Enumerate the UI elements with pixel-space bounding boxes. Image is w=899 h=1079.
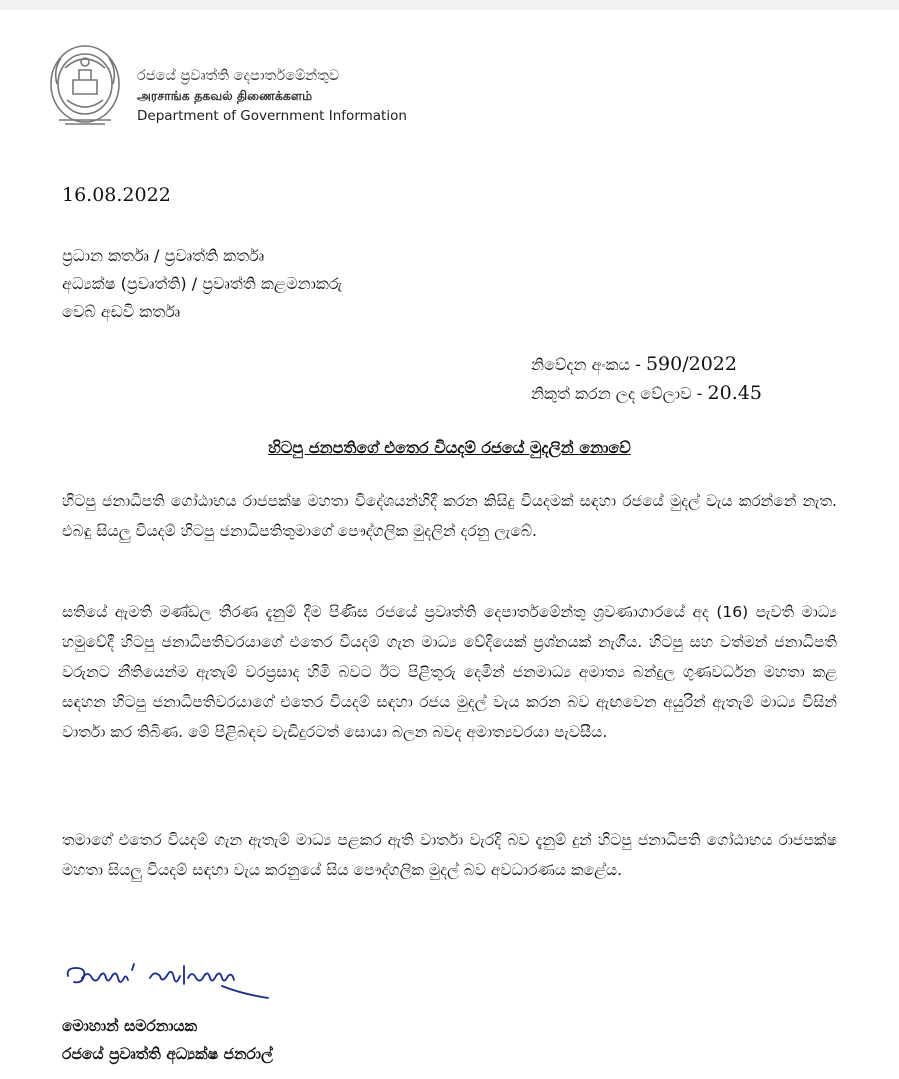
recipient-line: ප්‍රධාන කර්තෘ / ප්‍රවෘත්ති කර්තෘ [62, 246, 265, 265]
release-date: 16.08.2022 [62, 184, 171, 206]
release-meta [531, 350, 762, 408]
release-number-label: නිවේදන අංකය - [531, 355, 646, 374]
release-number: 590/2022 [645, 353, 737, 375]
recipient-line: අධ්‍යක්ෂ (ප්‍රවෘත්ති) / ප්‍රවෘත්ති කළමනාකරු [62, 274, 343, 293]
paragraph: හිටපු ජනාධිපති ගෝඨාභය රාජපක්ෂ මහතා විදේශයන්හිදී කරන කිසිදු වියදමක් සඳහා රජයේ මුදල් වැය කරන්නේ නැත. එබඳු සියලු වියදම් හිටපු ජනාධිපතිතුමාගේ පෞද්ගලික මුදලින් දරනු ලැබේ. [62, 492, 837, 540]
headline-text: හිටපු ජනපතිගේ එතෙර වියදම් රජයේ මුදලින් නොවේ [268, 438, 631, 457]
release-time-line [531, 379, 762, 408]
paragraph: සතියේ ඇමති මණ්ඩල තීරණ දැනුම් දීම පිණිස රජයේ ප්‍රවෘත්ති දෙපාර්තමේන්තු ශ්‍රවණාගාරයේ අද (16) පැවති මාධ්‍ය හමුවේදී හිටපු ජනාධිපතිවරයාගේ එතෙර වියදම් ගැන මාධ්‍ය වේදියෙක් ප්‍රශ්නයක් නැගීය. හිටපු සහ වත්මන් ජනාධිපති වරුනට නීතියෙන්ම ඇතැම් වරප්‍රසාද හිමි බවට ඊට පිළිතුරු දෙමින් ජනමාධ්‍ය අමාත්‍ය බන්දුල ගුණවර්ධන මහතා කළ සඳහන හිටපු ජනාධිපතිවරයාගේ එතෙර වියදම් සඳහා රජය මුදල් වැය කරන බව ඇඟවෙන අයුරින් ඇතැම් මාධ්‍ය විසින් වාර්තා කර තිබිණ. මේ පිළිබඳව වැඩිදුරටත් සොයා බලන බවද අමාත්‍යවරයා පැවසීය. [62, 603, 837, 741]
department-name-block [137, 66, 407, 126]
recipients-list [62, 242, 342, 326]
top-bar [0, 0, 899, 10]
release-number-line [531, 350, 762, 379]
signer-title: රජයේ ප්‍රවෘත්ති අධ්‍යක්ෂ ජනරාල් [62, 1045, 273, 1063]
department-name-sinhala: රජයේ ප්‍රවෘත්ති දෙපාර්තමේන්තුව [137, 68, 340, 84]
release-time-label: නිකුත් කරන ලද වේලාව - [531, 384, 708, 403]
letterhead [45, 40, 445, 135]
sri-lanka-emblem-icon [45, 40, 125, 130]
headline [0, 438, 899, 458]
department-name-tamil: அரசாங்க தகவல் திணைக்களம் [137, 88, 313, 103]
paragraph: තමාගේ එතෙර වියදම් ගැන ඇතැම් මාධ්‍ය පළකර ඇති වාර්තා වැරදි බව දැනුම් දුන් හිටපු ජනාධිපති ගෝඨාභය රාජපක්ෂ මහතා සියලු වියදම් සඳහා වැය කරනුයේ සිය පෞද්ගලික මුදල් බව අවධාරණය කළේය. [62, 831, 837, 879]
recipient-line: වෙබ් අඩවි කර්තෘ [62, 302, 181, 321]
handwritten-signature [62, 960, 282, 1005]
signer-block [62, 1012, 273, 1068]
department-name-english: Department of Government Information [137, 108, 407, 124]
signer-name: මොහාන් සමරනායක [62, 1017, 198, 1035]
release-time: 20.45 [707, 382, 762, 404]
